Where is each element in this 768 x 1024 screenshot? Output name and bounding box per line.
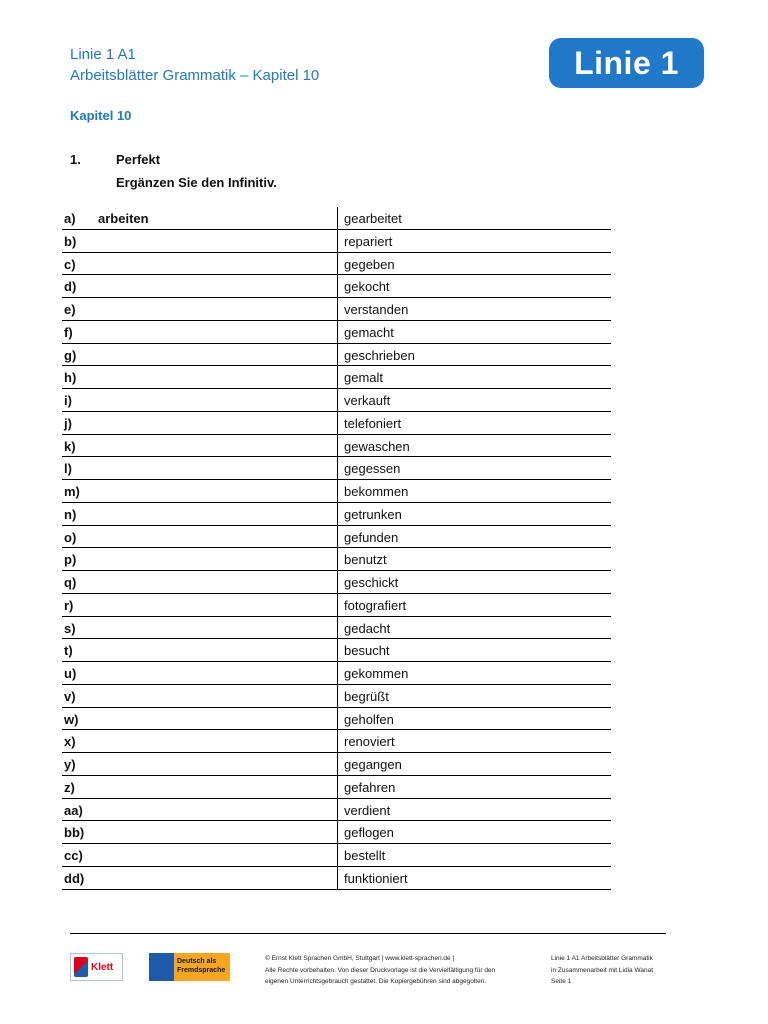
participle-cell: geholfen bbox=[344, 711, 394, 727]
participle-cell: gedacht bbox=[344, 620, 391, 636]
table-row bbox=[62, 253, 611, 276]
participle-cell: gefunden bbox=[344, 529, 399, 545]
column-divider bbox=[337, 435, 338, 457]
copyright-line-3: eigenen Unterrichtsgebrauch gestattet. Die Kopiergebühren sind abgegolten. bbox=[265, 978, 487, 985]
footer-divider bbox=[70, 933, 666, 934]
participle-cell: gegangen bbox=[344, 757, 402, 772]
row-label: x) bbox=[64, 734, 76, 750]
table-row bbox=[62, 366, 611, 389]
participle-cell: begrüßt bbox=[344, 688, 389, 704]
row-label: q) bbox=[64, 575, 77, 590]
table-row bbox=[62, 753, 611, 776]
daf-logo-mark bbox=[149, 953, 174, 981]
participle-cell: benutzt bbox=[344, 552, 387, 568]
copyright-line-1: © Ernst Klett Sprachen GmbH, Stuttgart | www.klett-sprachen.de | bbox=[265, 955, 455, 962]
participle-cell: getrunken bbox=[344, 506, 402, 522]
column-divider bbox=[337, 708, 338, 730]
row-label: i) bbox=[64, 393, 72, 408]
task-title: Perfekt bbox=[116, 152, 161, 167]
participle-cell: gegeben bbox=[344, 256, 395, 272]
column-divider bbox=[337, 594, 338, 616]
table-row bbox=[62, 230, 611, 253]
column-divider bbox=[337, 253, 338, 275]
row-label: l) bbox=[64, 461, 72, 477]
table-row bbox=[62, 799, 611, 822]
participle-cell: gefahren bbox=[344, 779, 396, 795]
table-row bbox=[62, 571, 611, 594]
source-line-2: in Zusammenarbeit mit Lidia Wanat bbox=[551, 966, 653, 974]
table-row bbox=[62, 867, 611, 890]
table-row bbox=[62, 776, 611, 799]
table-row bbox=[62, 617, 611, 640]
column-divider bbox=[337, 275, 338, 297]
klett-logo bbox=[70, 953, 123, 981]
row-label: d) bbox=[64, 279, 77, 295]
table-row bbox=[62, 662, 611, 685]
participle-cell: gearbeitet bbox=[344, 211, 402, 226]
participle-cell: gewaschen bbox=[344, 438, 410, 454]
participle-cell: gemacht bbox=[344, 324, 394, 340]
exercise-table bbox=[62, 207, 611, 890]
column-divider bbox=[337, 799, 338, 821]
footer-source bbox=[551, 953, 653, 988]
row-label: cc) bbox=[64, 848, 83, 863]
participle-cell: besucht bbox=[344, 643, 390, 659]
column-divider bbox=[337, 389, 338, 411]
table-row bbox=[62, 275, 611, 298]
column-divider bbox=[337, 366, 338, 388]
column-divider bbox=[337, 662, 338, 684]
table-row bbox=[62, 821, 611, 844]
row-label: b) bbox=[64, 233, 77, 249]
infinitive-cell[interactable]: arbeiten bbox=[98, 211, 149, 226]
table-row bbox=[62, 708, 611, 731]
column-divider bbox=[337, 571, 338, 593]
participle-cell: verkauft bbox=[344, 393, 391, 408]
table-row bbox=[62, 639, 611, 662]
participle-cell: geflogen bbox=[344, 825, 394, 841]
row-label: h) bbox=[64, 370, 77, 386]
column-divider bbox=[337, 207, 338, 229]
column-divider bbox=[337, 298, 338, 320]
row-label: t) bbox=[64, 643, 73, 659]
row-label: a) bbox=[64, 211, 76, 226]
column-divider bbox=[337, 844, 338, 866]
row-label: z) bbox=[64, 779, 75, 795]
row-label: f) bbox=[64, 324, 73, 340]
column-divider bbox=[337, 617, 338, 639]
table-row bbox=[62, 207, 611, 230]
column-divider bbox=[337, 639, 338, 661]
table-row bbox=[62, 526, 611, 549]
daf-logo-text: Deutsch als Fremdsprache bbox=[174, 953, 230, 981]
table-row bbox=[62, 389, 611, 412]
copyright-line-2: Alle Rechte vorbehalten. Von dieser Druckvorlage ist die Vervielfältigung für den bbox=[265, 966, 496, 974]
row-label: w) bbox=[64, 711, 79, 727]
participle-cell: fotografiert bbox=[344, 597, 407, 613]
source-line-1: Linie 1 A1 Arbeitsblätter Grammatik bbox=[551, 955, 653, 962]
row-label: aa) bbox=[64, 802, 83, 818]
participle-cell: gegessen bbox=[344, 461, 401, 477]
participle-cell: repariert bbox=[344, 233, 393, 249]
table-row bbox=[62, 457, 611, 480]
column-divider bbox=[337, 685, 338, 707]
header-line-2: Arbeitsblätter Grammatik – Kapitel 10 bbox=[70, 67, 320, 84]
column-divider bbox=[337, 321, 338, 343]
table-row bbox=[62, 435, 611, 458]
participle-cell: telefoniert bbox=[344, 415, 402, 431]
row-label: m) bbox=[64, 484, 80, 499]
table-row bbox=[62, 321, 611, 344]
column-divider bbox=[337, 776, 338, 798]
task-instruction: Ergänzen Sie den Infinitiv. bbox=[116, 175, 277, 190]
document-header bbox=[70, 44, 319, 86]
header-line-1: Linie 1 A1 bbox=[70, 46, 136, 63]
table-row bbox=[62, 844, 611, 867]
column-divider bbox=[337, 821, 338, 843]
column-divider bbox=[337, 526, 338, 548]
row-label: p) bbox=[64, 552, 77, 568]
column-divider bbox=[337, 867, 338, 889]
row-label: g) bbox=[64, 347, 77, 363]
row-label: v) bbox=[64, 688, 76, 704]
column-divider bbox=[337, 344, 338, 366]
column-divider bbox=[337, 503, 338, 525]
table-row bbox=[62, 730, 611, 753]
table-row bbox=[62, 480, 611, 503]
table-row bbox=[62, 344, 611, 367]
klett-mark-icon bbox=[74, 957, 88, 977]
column-divider bbox=[337, 230, 338, 252]
footer-copyright bbox=[265, 953, 495, 988]
participle-cell: geschrieben bbox=[344, 347, 415, 363]
participle-cell: gekocht bbox=[344, 279, 390, 295]
row-label: e) bbox=[64, 302, 76, 317]
row-label: u) bbox=[64, 666, 77, 681]
participle-cell: bestellt bbox=[344, 848, 386, 863]
column-divider bbox=[337, 412, 338, 434]
row-label: o) bbox=[64, 529, 77, 545]
column-divider bbox=[337, 548, 338, 570]
participle-cell: bekommen bbox=[344, 484, 409, 499]
participle-cell: funktioniert bbox=[344, 870, 408, 886]
participle-cell: renoviert bbox=[344, 734, 395, 750]
table-row bbox=[62, 412, 611, 435]
participle-cell: geschickt bbox=[344, 575, 399, 590]
column-divider bbox=[337, 480, 338, 502]
row-label: r) bbox=[64, 597, 74, 613]
column-divider bbox=[337, 730, 338, 752]
column-divider bbox=[337, 457, 338, 479]
row-label: c) bbox=[64, 256, 76, 272]
participle-cell: gemalt bbox=[344, 370, 384, 386]
table-row bbox=[62, 594, 611, 617]
klett-logo-text: Klett bbox=[91, 961, 114, 973]
task-number: 1. bbox=[70, 152, 81, 167]
row-label: j) bbox=[64, 415, 72, 431]
participle-cell: gekommen bbox=[344, 666, 409, 681]
column-divider bbox=[337, 753, 338, 775]
participle-cell: verstanden bbox=[344, 302, 409, 317]
table-row bbox=[62, 685, 611, 708]
row-label: dd) bbox=[64, 870, 85, 886]
participle-cell: verdient bbox=[344, 802, 391, 818]
linie1-logo: Linie 1 bbox=[549, 38, 704, 88]
daf-logo bbox=[149, 953, 230, 981]
table-row bbox=[62, 503, 611, 526]
chapter-heading: Kapitel 10 bbox=[70, 108, 132, 123]
row-label: y) bbox=[64, 757, 76, 772]
row-label: k) bbox=[64, 438, 76, 454]
table-row bbox=[62, 298, 611, 321]
row-label: n) bbox=[64, 506, 77, 522]
row-label: bb) bbox=[64, 825, 85, 841]
table-row bbox=[62, 548, 611, 571]
page-number: Seite 1 bbox=[551, 978, 572, 985]
row-label: s) bbox=[64, 620, 76, 636]
